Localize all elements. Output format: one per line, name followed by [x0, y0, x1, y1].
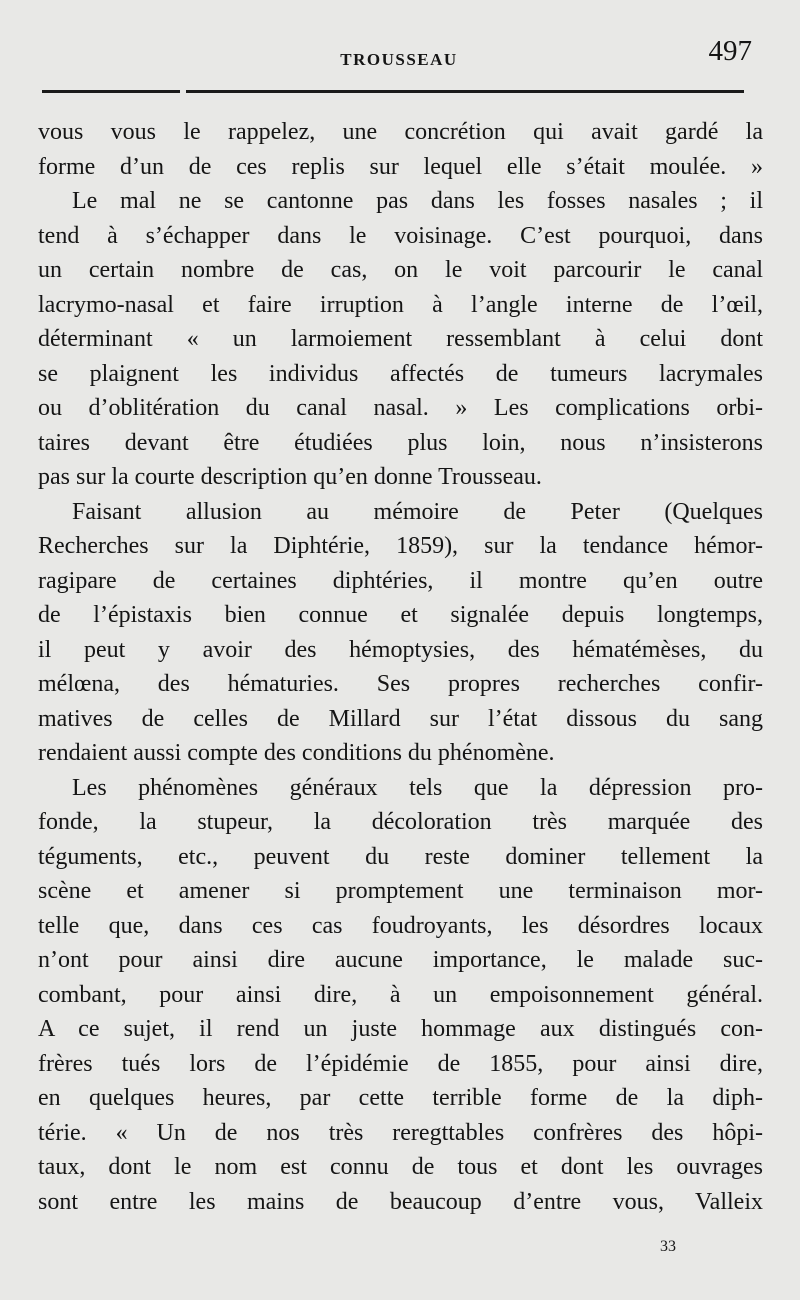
text-line: un certain nombre de cas, on le voit parcourir le canal: [38, 257, 763, 283]
text-line: pas sur la courte description qu’en donne Trousseau.: [38, 464, 542, 490]
text-line: térie. « Un de nos très reregttables confrères des hôpi-: [38, 1119, 763, 1146]
text-line: A ce sujet, il rend un juste hommage aux distingués con-: [38, 1016, 763, 1042]
text-line: lacrymo-nasal et faire irruption à l’angle interne de l’œil,: [38, 291, 763, 318]
text-line: Les phénomènes généraux tels que la dépression pro-: [72, 774, 763, 801]
text-line: frères tués lors de l’épidémie de 1855, pour ainsi dire,: [38, 1050, 763, 1077]
text-line: matives de celles de Millard sur l’état dissous du sang: [38, 705, 763, 732]
text-line: n’ont pour ainsi dire aucune importance, le malade suc-: [38, 947, 763, 973]
text-line: déterminant « un larmoiement ressemblant à celui dont: [38, 326, 763, 352]
body-text: [38, 115, 763, 1219]
text-line: téguments, etc., peuvent du reste dominer tellement la: [38, 843, 763, 870]
text-line: ou d’oblitération du canal nasal. » Les complications orbi-: [38, 395, 763, 421]
text-line: ragipare de certaines diphtéries, il montre qu’en outre: [38, 567, 763, 594]
text-line: taires devant être étudiées plus loin, nous n’insisterons: [38, 429, 763, 456]
running-head: [38, 30, 760, 80]
text-line: scène et amener si promptement une terminaison mor-: [38, 878, 763, 904]
text-line: Recherches sur la Diphtérie, 1859), sur la tendance hémor-: [38, 533, 763, 559]
text-line: mélœna, des hématuries. Ses propres recherches confir-: [38, 671, 763, 697]
text-line: forme d’un de ces replis sur lequel elle s’était moulée. »: [38, 153, 763, 180]
text-line: Le mal ne se cantonne pas dans les fosses nasales ; il: [72, 188, 763, 214]
text-line: combant, pour ainsi dire, à un empoisonnement général.: [38, 981, 763, 1008]
signature-mark: 33: [660, 1238, 676, 1255]
text-line: en quelques heures, par cette terrible forme de la diph-: [38, 1085, 763, 1111]
header-rule-gap: [180, 89, 186, 94]
header-rule: [42, 90, 744, 93]
text-line: de l’épistaxis bien connue et signalée depuis longtemps,: [38, 602, 763, 628]
page-number: 497: [708, 35, 752, 67]
running-title: TROUSSEAU: [340, 50, 458, 69]
text-line: se plaignent les individus affectés de tumeurs lacrymales: [38, 360, 763, 387]
text-line: tend à s’échapper dans le voisinage. C’est pourquoi, dans: [38, 222, 763, 249]
text-line: Faisant allusion au mémoire de Peter (Quelques: [72, 498, 763, 525]
text-line: il peut y avoir des hémoptysies, des hématémèses, du: [38, 636, 763, 663]
text-line: fonde, la stupeur, la décoloration très marquée des: [38, 809, 763, 835]
text-line: sont entre les mains de beaucoup d’entre vous, Valleix: [38, 1188, 763, 1215]
text-line: telle que, dans ces cas foudroyants, les désordres locaux: [38, 912, 763, 939]
text-line: taux, dont le nom est connu de tous et dont les ouvrages: [38, 1154, 763, 1180]
text-line: vous vous le rappelez, une concrétion qui avait gardé la: [38, 119, 763, 145]
text-line: rendaient aussi compte des conditions du phénomène.: [38, 740, 555, 766]
